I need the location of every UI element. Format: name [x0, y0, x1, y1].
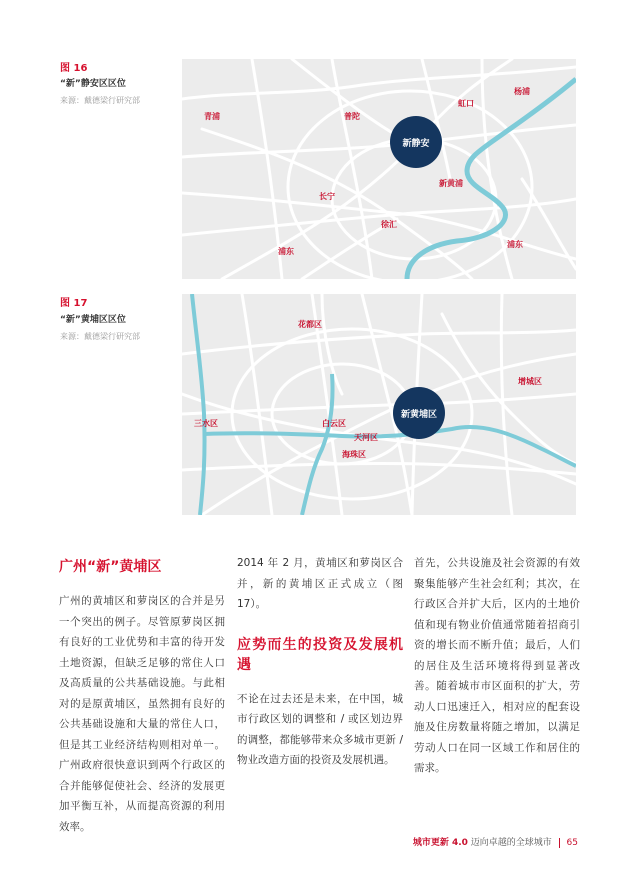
label-tianhe: 天河区 [354, 433, 378, 442]
label-pudong-left: 浦东 [278, 247, 294, 256]
text-column-1 [59, 553, 225, 837]
label-baiyun: 白云区 [322, 419, 346, 428]
paragraph-merger-date: 2014 年 2 月，黄埔区和萝岗区合并，新的黄埔区正式成立（图 17）。 [237, 557, 403, 610]
label-changning: 长宁 [319, 192, 335, 201]
heading-investment-opportunities: 应势而生的投资及发展机遇 [237, 636, 403, 673]
label-huadu: 花都区 [298, 320, 322, 329]
label-sanshui: 三水区 [194, 419, 218, 428]
figure-17-title: “新”黄埔区区位 [60, 315, 126, 325]
figure-16-number: 图 16 [60, 63, 88, 74]
page-footer [413, 835, 578, 848]
figure-17-number: 图 17 [60, 298, 88, 309]
heading-guangzhou-new-huangpu: 广州“新”黄埔区 [59, 559, 162, 575]
label-new-huangpu: 新黄浦 [439, 179, 463, 188]
label-haizhu: 海珠区 [342, 450, 366, 459]
text-column-3 [414, 553, 580, 779]
label-pudong-right: 浦东 [507, 240, 523, 249]
pearl-river [204, 427, 576, 466]
new-huangpu-marker: 新黄埔区 [393, 387, 445, 439]
shanghai-map [182, 59, 576, 279]
new-jingan-marker: 新静安 [390, 116, 442, 168]
label-putuo: 普陀 [344, 112, 360, 121]
guangzhou-map [182, 294, 576, 515]
river-west [192, 294, 205, 515]
figure-16-source: 来源：戴德梁行研究部 [60, 96, 140, 105]
paragraph-opportunities: 不论在过去还是未来，在中国，城市行政区划的调整和 / 或区划边界的调整，都能够带来众多城市更新 / 物业改造方面的投资及发展机遇。 [237, 692, 403, 766]
guangzhou-map-roads [182, 294, 576, 515]
label-qingpu: 青浦 [204, 112, 220, 121]
paragraph-merger-intro: 广州的黄埔区和萝岗区的合并是另一个突出的例子。尽管原萝岗区拥有良好的工业优势和丰富的待开发土地资源，但缺乏足够的常住人口及高质量的公共基础设施。与此相对的是原黄埔区，虽然拥有良好的公共基础设施和大量的常住人口，但是其工业经济结构则相对单一。广州政府很快意识到两个行政区的合并能够促使社会、经济的发展更加平衡互补，从而提高资源的利用效率。 [59, 595, 225, 833]
label-hongkou: 虹口 [458, 99, 474, 108]
label-yangpu: 杨浦 [514, 87, 530, 96]
figure-16-title: “新”静安区区位 [60, 79, 126, 89]
text-column-2 [237, 553, 403, 771]
footer-separator [559, 838, 560, 848]
label-xuhui: 徐汇 [381, 220, 397, 229]
figure-17-source: 来源：戴德梁行研究部 [60, 332, 140, 341]
page-number: 65 [566, 838, 578, 848]
paragraph-benefits: 首先，公共设施及社会资源的有效聚集能够产生社会红利；其次，在行政区合并扩大后，区内的土地价值和现有物业价值通常随着招商引资的增长而不断升值；最后，人们的居住及生活环境将得到显著改善。随着城市市区面积的扩大，劳动人口迅速迁入，相对应的配套设施及住房数量将随之增加，以满足劳动人口在同一区域工作和居住的需求。 [414, 557, 580, 774]
footer-subtitle: 迈向卓越的全球城市 [470, 838, 552, 848]
label-zengcheng: 增城区 [518, 377, 542, 386]
footer-brand: 城市更新 4.0 [412, 838, 468, 848]
